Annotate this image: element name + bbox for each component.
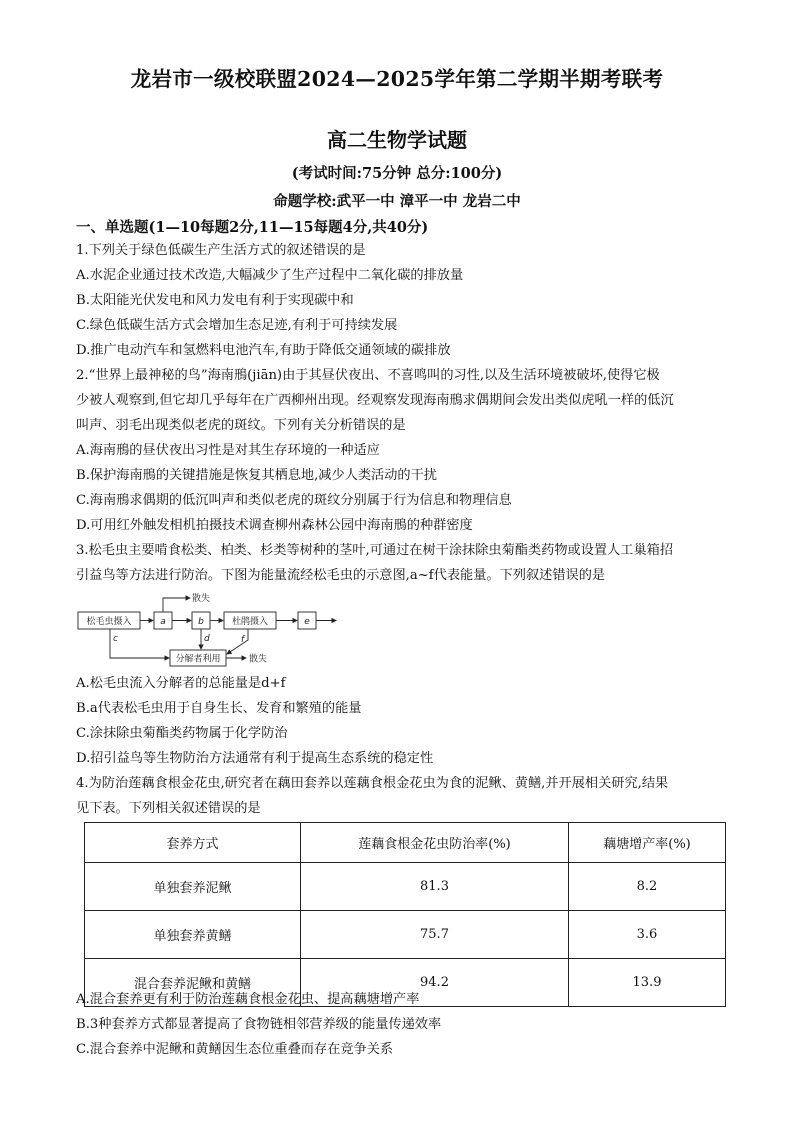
question-3-option-c: C.涂抹除虫菊酯类药物属于化学防治 [76, 726, 288, 741]
table-cell: 单独套养黄鳝 [85, 911, 301, 959]
table-header-row [85, 823, 726, 863]
table-cell: 13.9 [569, 959, 726, 1007]
question-2-option-b: B.保护海南鳽的关键措施是恢复其栖息地,减少人类活动的干扰 [76, 468, 437, 483]
question-2-option-c: C.海南鳽求偶期的低沉叫声和类似老虎的斑纹分别属于行为信息和物理信息 [76, 493, 512, 508]
question-2-option-d: D.可用红外触发相机拍摄技术调查柳州森林公园中海南鳽的种群密度 [76, 518, 473, 533]
table-cell: 单独套养泥鳅 [85, 863, 301, 911]
table-header-cell: 莲藕食根金花虫防治率(%) [301, 823, 569, 863]
table-cell: 混合套养泥鳅和黄鳝 [85, 959, 301, 1007]
question-3-stem-line-2: 引益鸟等方法进行防治。下图为能量流经松毛虫的示意图,a~f代表能量。下列叙述错误的是 [76, 568, 606, 583]
table-cell: 75.7 [301, 911, 569, 959]
exam-info: (考试时间:75分钟 总分:100分) [291, 165, 503, 182]
table-header-cell: 套养方式 [85, 823, 301, 863]
question-3-option-a: A.松毛虫流入分解者的总能量是d+f [76, 676, 286, 691]
table-cell: 94.2 [301, 959, 569, 1007]
question-1-option-d: D.推广电动汽车和氢燃料电池汽车,有助于降低交通领域的碳排放 [76, 343, 451, 358]
diagram-label-loss-bottom: 散失 [249, 654, 268, 665]
table-header-cell: 藕塘增产率(%) [569, 823, 726, 863]
diagram-label-intake: 松毛虫摄入 [86, 617, 132, 627]
question-2-stem-line-2: 少被人观察到,但它却几乎每年在广西柳州出现。经观察发现海南鳽求偶期间会发出类似虎吼一样的低沉 [76, 393, 674, 408]
table-row [85, 863, 726, 911]
question-2-option-a: A.海南鳽的昼伏夜出习性是对其生存环境的一种适应 [76, 443, 380, 458]
question-1-stem: 1.下列关于绿色低碳生产生活方式的叙述错误的是 [76, 243, 366, 258]
question-1-option-c: C.绿色低碳生活方式会增加生态足迹,有利于可持续发展 [76, 318, 398, 333]
diagram-label-cuckoo: 杜鹃摄入 [231, 617, 269, 627]
diagram-label-loss-top: 散失 [192, 594, 211, 604]
table-cell: 81.3 [301, 863, 569, 911]
diagram-label-c: c [113, 634, 118, 644]
question-3-option-b: B.a代表松毛虫用于自身生长、发育和繁殖的能量 [76, 701, 362, 716]
diagram-label-e: e [304, 617, 310, 627]
question-4-stem-line-1: 4.为防治莲藕食根金花虫,研究者在藕田套养以莲藕食根金花虫为食的泥鳅、黄鳝,并开展相关研究,结果 [76, 776, 669, 791]
question-2-stem-line-3: 叫声、羽毛出现类似老虎的斑纹。下列有关分析错误的是 [76, 418, 406, 433]
question-4-stem-line-2: 见下表。下列相关叙述错误的是 [76, 801, 261, 816]
table-row [85, 911, 726, 959]
diagram-label-f: f [241, 635, 245, 645]
table-cell: 3.6 [569, 911, 726, 959]
question-4-option-c: C.混合套养中泥鳅和黄鳝因生态位重叠而存在竞争关系 [76, 1042, 394, 1057]
question-4-option-b: B.3种套养方式都显著提高了食物链相邻营养级的能量传递效率 [76, 1017, 442, 1032]
exam-title: 龙岩市一级校联盟2024—2025学年第二学期半期考联考 [130, 67, 664, 91]
question-1-option-a: A.水泥企业通过技术改造,大幅减少了生产过程中二氧化碳的排放量 [76, 268, 464, 283]
question-1-option-b: B.太阳能光伏发电和风力发电有利于实现碳中和 [76, 293, 354, 308]
energy-flow-diagram [72, 584, 372, 670]
subject-title: 高二生物学试题 [327, 128, 467, 152]
diagram-label-decomposer: 分解者利用 [175, 654, 221, 665]
results-table [84, 822, 726, 1007]
diagram-label-d: d [204, 634, 210, 644]
question-2-stem-line-1: 2.“世界上最神秘的鸟”海南鳽(jiān)由于其昼伏夜出、不喜鸣叫的习性,以及生活环境被破坏,使得它极 [76, 368, 660, 383]
diagram-label-a: a [160, 617, 166, 627]
question-3-option-d: D.招引益鸟等生物防治方法通常有利于提高生态系统的稳定性 [76, 751, 434, 766]
section-heading: 一、单选题(1—10每题2分,11—15每题4分,共40分) [76, 219, 429, 236]
question-3-stem-line-1: 3.松毛虫主要啃食松类、柏类、杉类等树种的茎叶,可通过在树干涂抹除虫菊酯类药物或设置人工巢箱招 [76, 543, 674, 558]
question-4-option-a: A.混合套养更有利于防治莲藕食根金花虫、提高藕塘增产率 [76, 992, 420, 1007]
author-schools: 命题学校:武平一中 漳平一中 龙岩二中 [273, 193, 521, 210]
diagram-label-b: b [198, 617, 204, 627]
table-cell: 8.2 [569, 863, 726, 911]
